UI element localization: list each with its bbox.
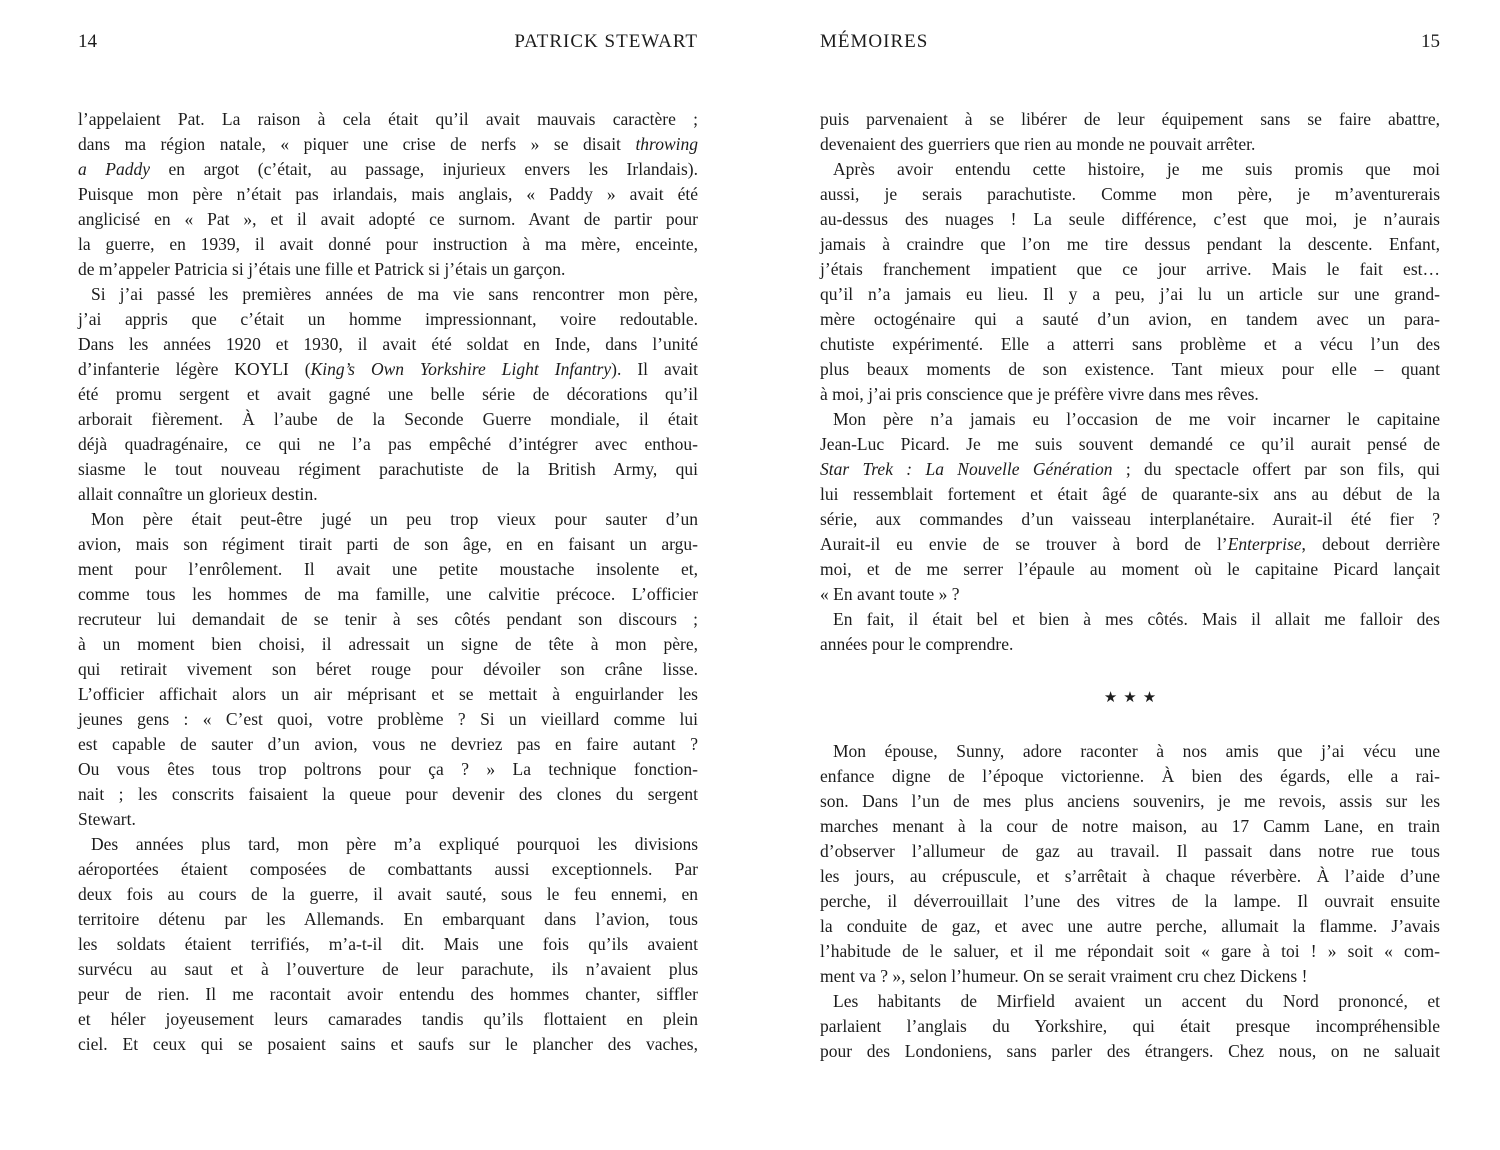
text-line: Mon épouse, Sunny, adore raconter à nos amis que j’ai vécu une bbox=[833, 741, 1440, 761]
text-line: l’appelaient Pat. La raison à cela était qu’il avait mauvais caractère ; bbox=[78, 109, 698, 129]
text-line: Aurait-il eu envie de se trouver à bord de l’Enterprise, debout derrière bbox=[820, 534, 1440, 554]
text-line: chutiste expérimenté. Elle a atterri sans problème et a vécu l’un des bbox=[820, 334, 1440, 354]
text-line: pour des Londoniens, sans parler des étrangers. Chez nous, on ne saluait bbox=[820, 1041, 1440, 1061]
text-line: aéroportées étaient composées de combattants aussi exceptionnels. Par bbox=[78, 859, 698, 879]
text-line: les jours, au crépuscule, et s’arrêtait à chaque réverbère. À l’aide d’une bbox=[820, 866, 1440, 886]
text-line: a Paddy en argot (c’était, au passage, injurieux envers les Irlandais). bbox=[78, 159, 698, 179]
text-line: jeunes gens : « C’est quoi, votre problème ? Si un vieillard comme lui bbox=[78, 709, 698, 729]
paragraph bbox=[78, 282, 698, 507]
text-line: j’étais franchement impatient que ce jour arrive. Mais le fait est… bbox=[820, 259, 1440, 279]
running-head-right: MÉMOIRES bbox=[820, 31, 929, 52]
text-line: mère octogénaire qui a sauté d’un avion, en tandem avec un para- bbox=[820, 309, 1440, 329]
text-line: Des années plus tard, mon père m’a expliqué pourquoi les divisions bbox=[91, 834, 698, 854]
left-page-header bbox=[78, 31, 698, 53]
text-line: Si j’ai passé les premières années de ma vie sans rencontrer mon père, bbox=[91, 284, 698, 304]
text-line: Jean-Luc Picard. Je me suis souvent demandé ce qu’il aurait pensé de bbox=[820, 434, 1440, 454]
text-line: peur de rien. Il me racontait avoir entendu des hommes chanter, siffler bbox=[78, 984, 698, 1004]
text-line: Ou vous êtes tous trop poltrons pour ça ? » La technique fonction- bbox=[78, 759, 698, 779]
text-line: déjà quadragénaire, ce qui ne l’a pas empêché d’intégrer avec enthou- bbox=[78, 434, 698, 454]
text-line: Mon père était peut-être jugé un peu trop vieux pour sauter d’un bbox=[91, 509, 698, 529]
text-line: siasme le tout nouveau régiment parachutiste de la British Army, qui bbox=[78, 459, 698, 479]
paragraph bbox=[78, 507, 698, 832]
text-line: à un moment bien choisi, il adressait un signe de tête à mon père, bbox=[78, 634, 698, 654]
text-line: jamais à craindre que l’on me tire dessus pendant la descente. Enfant, bbox=[820, 234, 1440, 254]
text-line: deux fois au cours de la guerre, il avait sauté, sous le feu ennemi, en bbox=[78, 884, 698, 904]
left-page bbox=[78, 0, 698, 1150]
paragraph bbox=[820, 107, 1440, 157]
paragraph bbox=[820, 157, 1440, 407]
text-line: série, aux commandes d’un vaisseau interplanétaire. Aurait-il été fier ? bbox=[820, 509, 1440, 529]
text-line: enfance digne de l’époque victorienne. À bien des égards, elle a rai- bbox=[820, 766, 1440, 786]
text-line: parlaient l’anglais du Yorkshire, qui était presque incompréhensible bbox=[820, 1016, 1440, 1036]
text-line: son. Dans l’un de mes plus anciens souvenirs, je me revois, assis sur les bbox=[820, 791, 1440, 811]
text-line: qui retirait vivement son béret rouge pour dévoiler son crâne lisse. bbox=[78, 659, 698, 679]
text-line: allait connaître un glorieux destin. bbox=[78, 484, 318, 504]
text-line: devenaient des guerriers que rien au monde ne pouvait arrêter. bbox=[820, 134, 1256, 154]
text-line: perche, il déverrouillait l’une des vitres de la lampe. Il ouvrait ensuite bbox=[820, 891, 1440, 911]
text-line: été promu sergent et avait gagné une belle série de décorations qu’il bbox=[78, 384, 698, 404]
section-break-stars: ★★★ bbox=[1103, 689, 1163, 706]
text-line: nait ; les conscrits faisaient la queue pour devenir des clones du sergent bbox=[78, 784, 698, 804]
text-line: j’ai appris que c’était un homme impressionnant, voire redoutable. bbox=[78, 309, 698, 329]
text-line: recruteur lui demandait de se tenir à ses côtés pendant son discours ; bbox=[78, 609, 698, 629]
text-line: Stewart. bbox=[78, 809, 136, 829]
text-line: aussi, je serais parachutiste. Comme mon père, je m’aventurerais bbox=[820, 184, 1440, 204]
text-line: à moi, j’ai pris conscience que je préfère vivre dans mes rêves. bbox=[820, 384, 1259, 404]
text-line: la conduite de gaz, et avec une autre perche, allumait la flamme. J’avais bbox=[820, 916, 1440, 936]
text-line: qu’il n’a jamais eu lieu. Il y a peu, j’ai lu un article sur une grand- bbox=[820, 284, 1440, 304]
text-line: comme tous les hommes de ma famille, une calvitie précoce. L’officier bbox=[78, 584, 698, 604]
text-line: la guerre, en 1939, il avait donné pour instruction à ma mère, enceinte, bbox=[78, 234, 698, 254]
paragraph bbox=[78, 107, 698, 282]
paragraph bbox=[820, 989, 1440, 1064]
text-line: Dans les années 1920 et 1930, il avait été soldat en Inde, dans l’unité bbox=[78, 334, 698, 354]
text-line: ment pour l’enrôlement. Il avait une petite moustache insolente et, bbox=[78, 559, 698, 579]
text-line: et héler joyeusement leurs camarades tandis qu’ils flottaient en plein bbox=[78, 1009, 698, 1029]
running-head-left: PATRICK STEWART bbox=[514, 31, 698, 52]
text-line: L’officier affichait alors un air méprisant et se mettait à enguirlander les bbox=[78, 684, 698, 704]
text-line: anglicisé en « Pat », et il avait adopté ce surnom. Avant de partir pour bbox=[78, 209, 698, 229]
right-page-header bbox=[820, 31, 1440, 53]
text-line: ment va ? », selon l’humeur. On se serait vraiment cru chez Dickens ! bbox=[820, 966, 1308, 986]
text-line: marches menant à la cour de notre maison, au 17 Camm Lane, en train bbox=[820, 816, 1440, 836]
paragraph bbox=[820, 407, 1440, 607]
text-line: Après avoir entendu cette histoire, je me suis promis que moi bbox=[833, 159, 1440, 179]
text-line: d’observer l’allumeur de gaz au travail. Il passait dans notre rue tous bbox=[820, 841, 1440, 861]
text-line: lui ressemblait fortement et était âgé de quarante-six ans au début de la bbox=[820, 484, 1440, 504]
text-line: ciel. Et ceux qui se posaient sains et saufs sur le plancher des vaches, bbox=[78, 1034, 698, 1054]
text-line: En fait, il était bel et bien à mes côtés. Mais il allait me falloir des bbox=[833, 609, 1440, 629]
right-page-body bbox=[820, 107, 1440, 1064]
text-line: Puisque mon père n’était pas irlandais, mais anglais, « Paddy » avait été bbox=[78, 184, 698, 204]
text-line: territoire détenu par les Allemands. En embarquant dans l’avion, tous bbox=[78, 909, 698, 929]
text-line: arborait fièrement. À l’aube de la Seconde Guerre mondiale, il était bbox=[78, 409, 698, 429]
paragraph bbox=[820, 607, 1440, 657]
text-line: années pour le comprendre. bbox=[820, 634, 1014, 654]
text-line: plus beaux moments de son existence. Tant mieux pour elle – quant bbox=[820, 359, 1440, 379]
text-line: est capable de sauter d’un avion, vous ne devriez pas en faire autant ? bbox=[78, 734, 698, 754]
page-number-left: 14 bbox=[78, 31, 97, 52]
text-line: Star Trek : La Nouvelle Génération ; du spectacle offert par son fils, qui bbox=[820, 459, 1440, 479]
page-number-right: 15 bbox=[1421, 31, 1440, 52]
text-line: l’habitude de le saluer, et il me répondait soit « gare à toi ! » soit « com- bbox=[820, 941, 1440, 961]
text-line: survécu au saut et à l’ouverture de leur parachute, ils n’avaient plus bbox=[78, 959, 698, 979]
paragraph bbox=[820, 739, 1440, 989]
text-line: les soldats étaient terrifiés, m’a-t-il dit. Mais une fois qu’ils avaient bbox=[78, 934, 698, 954]
left-page-body bbox=[78, 107, 698, 1057]
paragraph bbox=[78, 832, 698, 1057]
text-line: dans ma région natale, « piquer une crise de nerfs » se disait throwing bbox=[78, 134, 698, 154]
text-line: Mon père n’a jamais eu l’occasion de me voir incarner le capitaine bbox=[833, 409, 1440, 429]
text-line: d’infanterie légère KOYLI (King’s Own Yorkshire Light Infantry). Il avait bbox=[78, 359, 699, 379]
text-line: avion, mais son régiment tirait parti de son âge, en en faisant un argu- bbox=[78, 534, 698, 554]
text-line: moi, et de me serrer l’épaule au moment où le capitaine Picard lançait bbox=[820, 559, 1440, 579]
right-page bbox=[820, 0, 1440, 1150]
text-line: puis parvenaient à se libérer de leur équipement sans se faire abattre, bbox=[820, 109, 1440, 129]
text-line: de m’appeler Patricia si j’étais une fille et Patrick si j’étais un garçon. bbox=[78, 259, 566, 279]
text-line: « En avant toute » ? bbox=[820, 584, 960, 604]
text-line: au-dessus des nuages ! La seule différence, c’est que moi, je n’aurais bbox=[820, 209, 1440, 229]
text-line: Les habitants de Mirfield avaient un accent du Nord prononcé, et bbox=[833, 991, 1440, 1011]
